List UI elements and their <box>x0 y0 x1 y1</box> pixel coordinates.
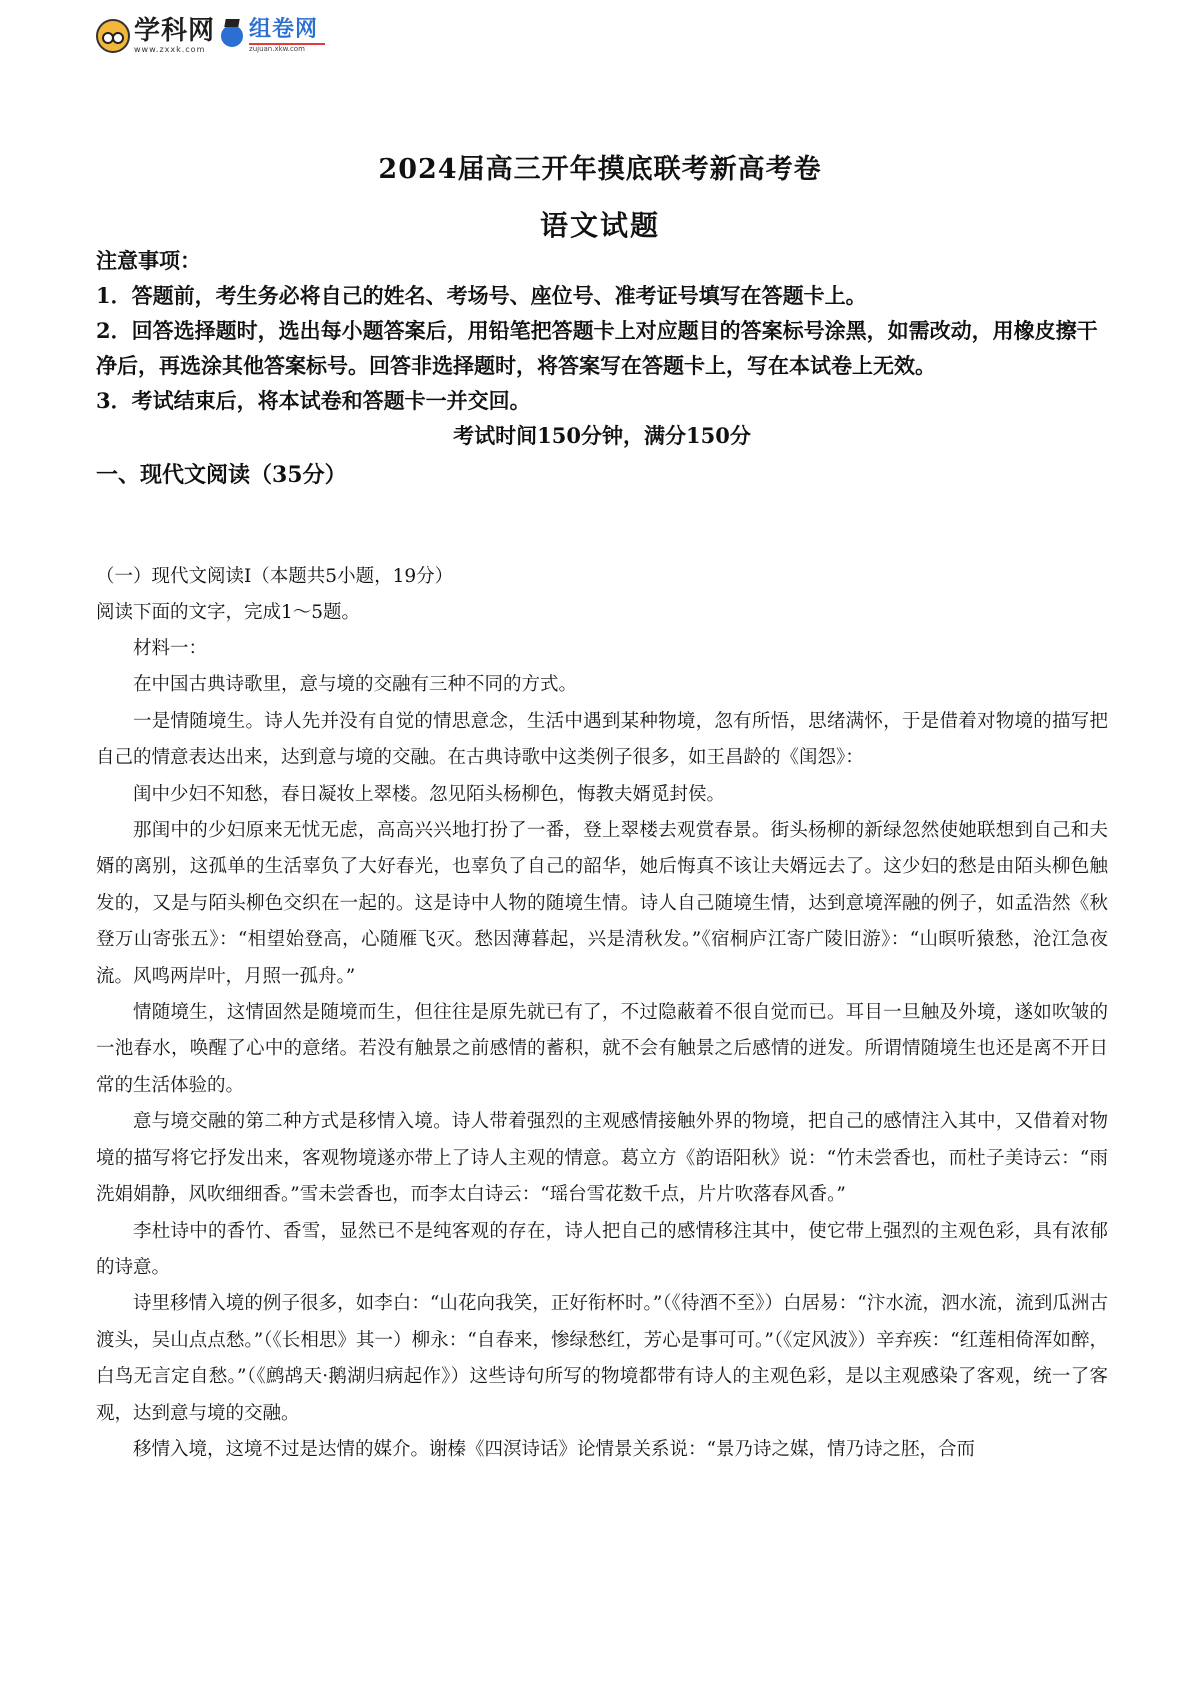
section-intro <box>96 559 1108 631</box>
logo-xkw <box>134 18 215 54</box>
notice-item-3: 3．考试结束后，将本试卷和答题卡一并交回。 <box>96 388 531 413</box>
logo-xkw-url: www.zxxk.com <box>134 45 206 54</box>
logo-zujuan-url: zujuan.xkw.com <box>249 45 305 53</box>
passage-paragraph: 移情入境，这境不过是达情的媒介。谢榛《四溟诗话》论情景关系说：“景乃诗之媒，情乃诗之胚，合而 <box>133 1438 975 1460</box>
logo-mascot-icon <box>96 19 130 53</box>
logo-zujuan-text: 组卷网 <box>249 17 319 42</box>
notice-block <box>96 243 1108 493</box>
passage-paragraph: 材料一： <box>133 638 208 659</box>
passage-paragraph: 一是情随境生。诗人先并没有自觉的情思意念，生活中遇到某种物境，忽有所悟，思绪满怀，于是借着对物境的描写把自己的情意表达出来，达到意与境的交融。在古典诗歌中这类例子很多，如王昌龄的《闺怨》： <box>96 710 1108 769</box>
passage-paragraph: 诗里移情入境的例子很多，如李白：“山花向我笑，正好衔杯时。”（《待酒不至》）白居易：“汴水流，泗水流，流到瓜洲古渡头，吴山点点愁。”（《长相思》其一）柳永：“自春来，惨绿愁红，芳心是事可可。”（《定风波》）辛弃疾：“红莲相倚浑如醉，白鸟无言定自愁。”（《鹧鸪天·鹅湖归病起作》）这些诗句所写的物境都带有诗人的主观色彩，是以主观感染了客观，统一了客观，达到意与境的交融。 <box>96 1293 1108 1424</box>
passage-paragraph: 李杜诗中的香竹、香雪，显然已不是纯客观的存在，诗人把自己的感情移注其中，使它带上强烈的主观色彩，具有浓郁的诗意。 <box>96 1220 1108 1278</box>
logo-zujuan <box>249 19 325 53</box>
section-instruction: 阅读下面的文字，完成1～5题。 <box>96 602 361 623</box>
logo-graduation-cap-icon <box>221 25 243 47</box>
exam-time: 考试时间150分钟，满分150分 <box>453 423 751 448</box>
section-heading: 一、现代文阅读（35分） <box>96 462 347 488</box>
logo-xkw-text: 学科网 <box>134 16 216 46</box>
page-subtitle: 语文试题 <box>539 209 660 242</box>
passage <box>96 631 1108 1468</box>
page-title: 2024届高三开年摸底联考新高考卷 <box>378 154 822 185</box>
passage-paragraph: 意与境交融的第二种方式是移情入境。诗人带着强烈的主观感情接触外界的物境，把自己的感情注入其中，又借着对物境的描写将它抒发出来，客观物境遂亦带上了诗人主观的情意。葛立方《韵语阳秋》说：“竹未尝香也，而杜子美诗云：“雨洗娟娟静，风吹细细香。”雪未尝香也，而李太白诗云：“瑶台雪花数千点，片片吹落春风香。” <box>96 1111 1108 1206</box>
notice-heading: 注意事项： <box>96 248 201 273</box>
section-subheading: （一）现代文阅读Ⅰ（本题共5小题，19分） <box>96 566 454 587</box>
notice-item-2: 2．回答选择题时，选出每小题答案后，用铅笔把答题卡上对应题目的答案标号涂黑，如需改动，用橡皮擦干净后，再选涂其他答案标号。回答非选择题时，将答案写在答题卡上，写在本试卷上无效。 <box>96 318 1098 378</box>
passage-paragraph: 那闺中的少妇原来无忧无虑，高高兴兴地打扮了一番，登上翠楼去观赏春景。街头杨柳的新绿忽然使她联想到自己和夫婿的离别，这孤单的生活辜负了大好春光，也辜负了自己的韶华，她后悔真不该让夫婿远去了。这少妇的愁是由陌头柳色触发的，又是与陌头柳色交织在一起的。这是诗中人物的随境生情。诗人自己随境生情，达到意境浑融的例子，如孟浩然《秋登万山寄张五》：“相望始登高，心随雁飞灭。愁因薄暮起，兴是清秋发。”《宿桐庐江寄广陵旧游》：“山暝听猿愁，沧江急夜流。风鸣两岸叶，月照一孤舟。” <box>96 820 1108 987</box>
passage-paragraph: 在中国古典诗歌里，意与境的交融有三种不同的方式。 <box>133 674 578 696</box>
passage-paragraph: 情随境生，这情固然是随境而生，但往往是原先就已有了，不过隐蔽着不很自觉而已。耳目一旦触及外境，遂如吹皱的一池春水，唤醒了心中的意绪。若没有触景之前感情的蓄积，就不会有触景之后感情的迸发。所谓情随境生也还是离不开日常的生活体验的。 <box>96 1002 1108 1096</box>
header-logo <box>96 18 325 54</box>
passage-poem: 闺中少妇不知愁，春日凝妆上翠楼。忽见陌头杨柳色，悔教夫婿觅封侯。 <box>133 783 726 805</box>
notice-item-1: 1．答题前，考生务必将自己的姓名、考场号、座位号、准考证号填写在答题卡上。 <box>96 283 867 308</box>
